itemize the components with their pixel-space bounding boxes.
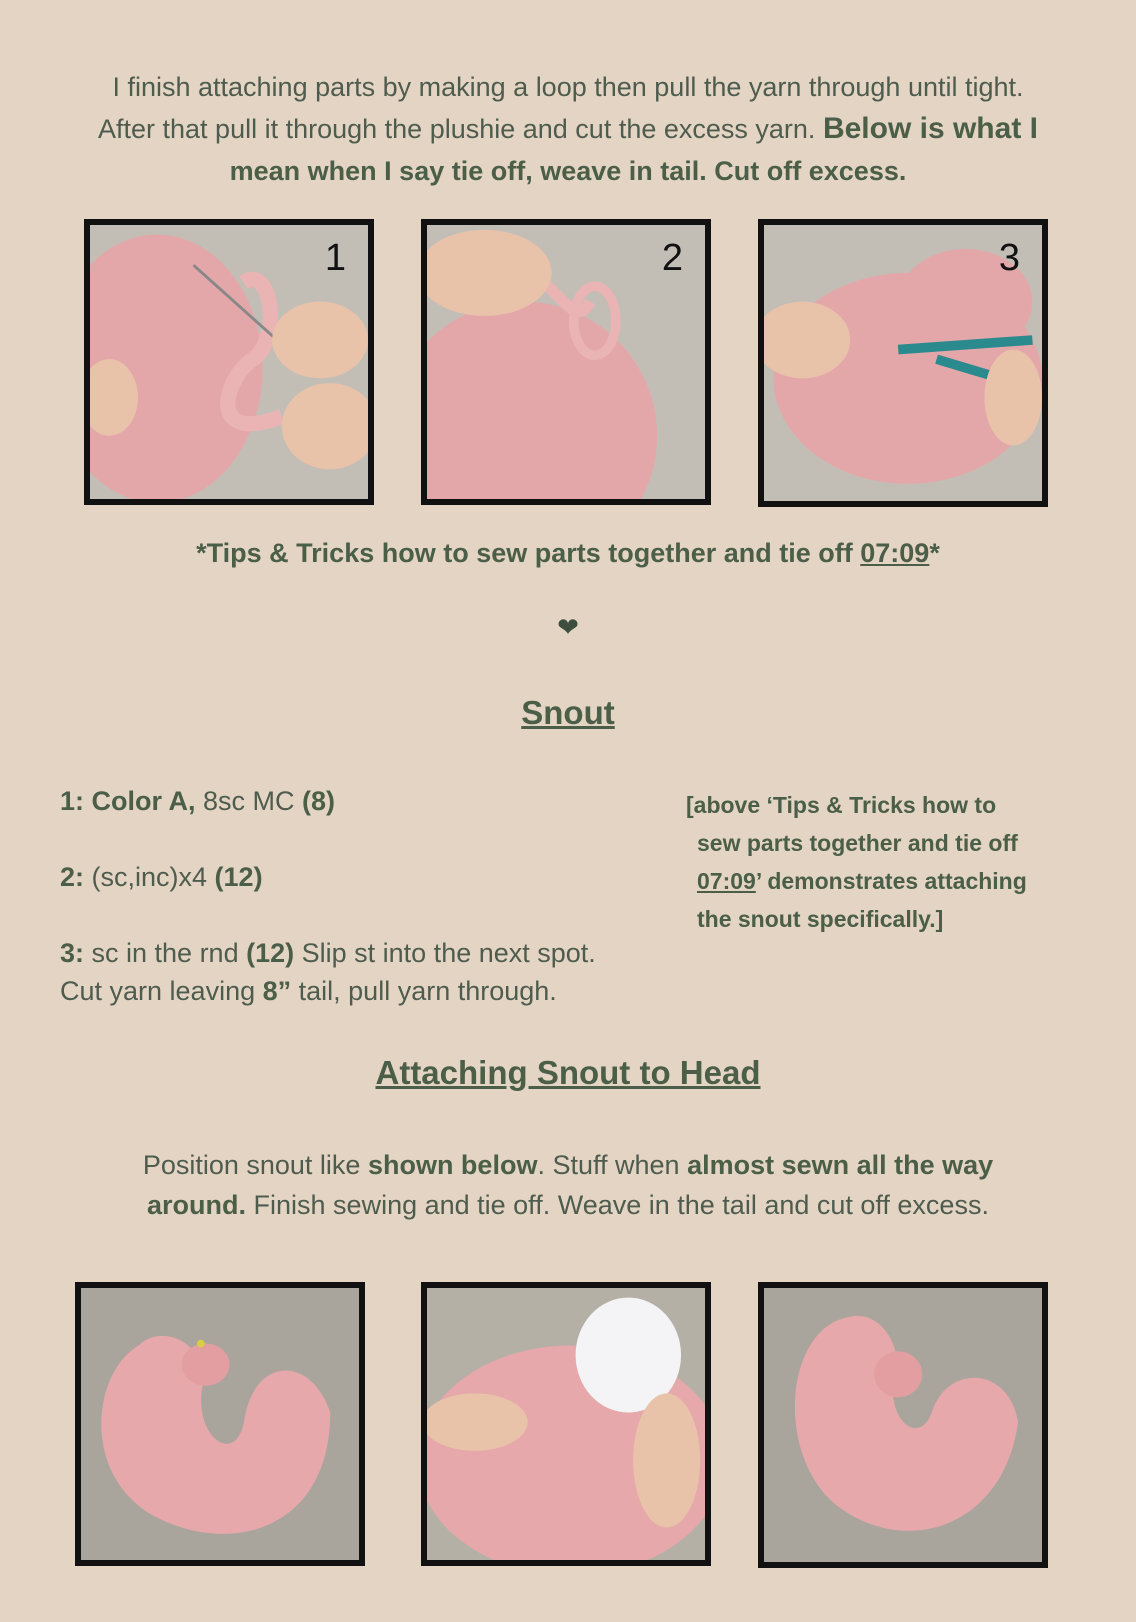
row-part: (sc,inc)x4 bbox=[84, 862, 215, 892]
photo-number-label: 3 bbox=[998, 237, 1020, 279]
photo-number-label: 1 bbox=[324, 237, 346, 279]
tie-off-photo-1 bbox=[84, 219, 374, 505]
row-part: 8” bbox=[262, 976, 292, 1006]
tips-end: * bbox=[929, 538, 940, 568]
row-part: (8) bbox=[302, 786, 336, 816]
intro-paragraph bbox=[50, 66, 1086, 192]
snout-photo-3-image bbox=[764, 1288, 1042, 1562]
snout-photo-2-image bbox=[427, 1288, 705, 1560]
snout-photo-1-image bbox=[81, 1288, 359, 1560]
tips-text: *Tips & Tricks how to sew parts together and tie off bbox=[196, 538, 861, 568]
row-part: Cut yarn leaving bbox=[60, 976, 263, 1006]
attaching-plain: . Stuff when bbox=[537, 1150, 688, 1180]
attaching-bold: almost sewn all the way bbox=[687, 1150, 994, 1180]
row-number: 1: bbox=[60, 786, 85, 816]
intro-line-2-bold: Below is what I bbox=[822, 112, 1038, 145]
snout-photo-1 bbox=[75, 1282, 365, 1566]
note-line-2: sew parts together and tie off bbox=[697, 830, 1018, 856]
photo-number-label: 2 bbox=[661, 237, 683, 279]
snout-row-3 bbox=[60, 934, 680, 972]
row-part: tail, pull yarn through. bbox=[291, 976, 557, 1006]
snout-side-note bbox=[686, 786, 1076, 938]
row-part: Slip st into the next spot. bbox=[294, 938, 596, 968]
snout-steps bbox=[60, 782, 680, 1010]
attaching-heading: Attaching Snout to Head bbox=[375, 1054, 761, 1091]
attaching-plain: Position snout like bbox=[142, 1150, 368, 1180]
row-part: (12) bbox=[246, 938, 295, 968]
attaching-paragraph bbox=[60, 1145, 1076, 1225]
snout-row-1 bbox=[60, 782, 680, 820]
tie-off-photo-2 bbox=[421, 219, 711, 505]
heart-icon: ❤ bbox=[557, 612, 579, 642]
note-timestamp-link[interactable]: 07:09 bbox=[697, 868, 756, 894]
note-line-3-rest: ’ demonstrates attaching bbox=[755, 868, 1027, 894]
attaching-plain: Finish sewing and tie off. Weave in the tail and cut off excess. bbox=[246, 1190, 989, 1220]
row-number: 2: bbox=[60, 862, 85, 892]
tips-line bbox=[0, 538, 1136, 569]
note-line-3 bbox=[686, 862, 1076, 900]
intro-line-2-plain: After that pull it through the plushie and cut the excess yarn. bbox=[98, 114, 823, 144]
intro-line-1: I finish attaching parts by making a loop then pull the yarn through until tight. bbox=[112, 72, 1024, 102]
row-part: sc in the rnd bbox=[84, 938, 247, 968]
row-number: 3: bbox=[60, 938, 85, 968]
attaching-bold: shown below bbox=[367, 1150, 538, 1180]
tie-off-photo-3 bbox=[758, 219, 1048, 507]
intro-line-2 bbox=[50, 108, 1086, 150]
intro-line-3-bold: mean when I say tie off, weave in tail. Cut off excess. bbox=[229, 156, 907, 186]
row-part: 8sc MC bbox=[195, 786, 303, 816]
intro-line-3 bbox=[50, 150, 1086, 192]
row-part: (12) bbox=[214, 862, 263, 892]
row-part: Color A, bbox=[84, 786, 196, 816]
attaching-line-1 bbox=[60, 1145, 1076, 1185]
note-line-4: the snout specifically.] bbox=[697, 906, 944, 932]
attaching-line-2 bbox=[60, 1185, 1076, 1225]
snout-row-3-line-2 bbox=[60, 972, 680, 1010]
note-line-1: [above ‘Tips & Tricks how to bbox=[686, 792, 997, 818]
attaching-bold: around. bbox=[147, 1190, 247, 1220]
snout-photo-2 bbox=[421, 1282, 711, 1566]
snout-photo-3 bbox=[758, 1282, 1048, 1568]
tips-timestamp-link[interactable]: 07:09 bbox=[860, 538, 930, 568]
snout-heading: Snout bbox=[521, 694, 615, 731]
snout-row-2 bbox=[60, 858, 680, 896]
